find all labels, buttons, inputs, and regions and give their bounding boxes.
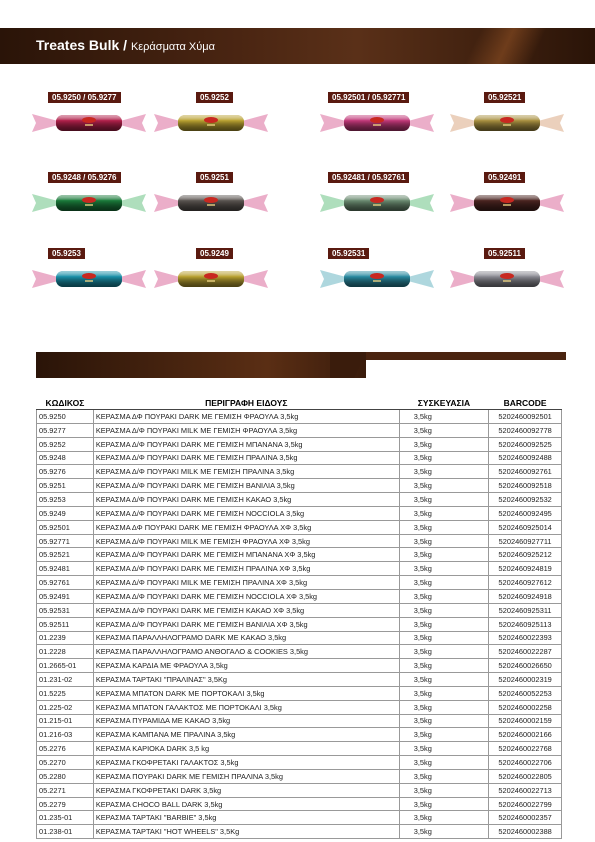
cell-barcode: 5202460052253	[489, 686, 562, 700]
cell-code: 05.92491	[37, 589, 94, 603]
cell-barcode: 5202460092501	[489, 410, 562, 424]
cell-code: 05.92501	[37, 520, 94, 534]
table-row	[37, 520, 562, 534]
product-code-tag: 05.92511	[484, 248, 525, 259]
cell-code: 01.235-01	[37, 811, 94, 825]
cell-description: ΚΕΡΑΣΜΑ ΔΦ ΠΟΥΡΑΚΙ DARK ΜΕ ΓΕΜΙΣΗ ΦΡΑΟΥΛΑ ΧΦ 3,5kg	[93, 520, 399, 534]
table-row	[37, 410, 562, 424]
product-code-tag: 05.92501 / 05.92771	[328, 92, 409, 103]
cell-description: ΚΕΡΑΣΜΑ ΓΚΟΦΡΕΤΑΚΙ ΓΑΛΑΚΤΟΣ 3,5kg	[93, 756, 399, 770]
table-row	[37, 686, 562, 700]
product-code-tag: 05.92531	[328, 248, 369, 259]
cell-description: ΚΕΡΑΣΜΑ Δ/Φ ΠΟΥΡΑΚΙ DARK ΜΕ ΓΕΜΙΣΗ ΜΠΑΝΑΝΑ ΧΦ 3,5kg	[93, 548, 399, 562]
cell-code: 05.9248	[37, 451, 94, 465]
cell-barcode: 5202460925014	[489, 520, 562, 534]
cell-barcode: 5202460022713	[489, 783, 562, 797]
cell-package: 3,5kg	[399, 603, 488, 617]
section-divider	[36, 352, 366, 378]
col-header-description: ΠΕΡΙΓΡΑΦΗ ΕΙΔΟΥΣ	[93, 397, 399, 410]
cell-code: 05.92771	[37, 534, 94, 548]
product-code-tag: 05.9252	[196, 92, 233, 103]
cell-package: 3,5kg	[399, 534, 488, 548]
cell-barcode: 5202460924918	[489, 589, 562, 603]
cell-description: ΚΕΡΑΣΜΑ Δ/Φ ΠΟΥΡΑΚΙ DARK ΜΕ ΓΕΜΙΣΗ ΒΑΝΙΛΙΑ 3,5kg	[93, 479, 399, 493]
cell-code: 05.2280	[37, 769, 94, 783]
cell-barcode: 5202460092778	[489, 423, 562, 437]
cell-package: 3,5kg	[399, 631, 488, 645]
cell-description: ΚΕΡΑΣΜΑ Δ/Φ ΠΟΥΡΑΚΙ DARK ΜΕ ΓΕΜΙΣΗ ΜΠΑΝΑΝΑ 3,5kg	[93, 437, 399, 451]
cell-description: ΚΕΡΑΣΜΑ Δ/Φ ΠΟΥΡΑΚΙ MILK ΜΕ ΓΕΜΙΣΗ ΦΡΑΟΥΛΑ ΧΦ 3,5kg	[93, 534, 399, 548]
cell-package: 3,5kg	[399, 811, 488, 825]
cell-code: 05.9252	[37, 437, 94, 451]
cell-barcode: 5202460925311	[489, 603, 562, 617]
cell-package: 3,5kg	[399, 659, 488, 673]
cell-package: 3,5kg	[399, 493, 488, 507]
candy-image	[30, 108, 148, 138]
cell-description: ΚΕΡΑΣΜΑ Δ/Φ ΠΟΥΡΑΚΙ MILK ΜΕ ΓΕΜΙΣΗ ΦΡΑΟΥΛΑ 3,5kg	[93, 423, 399, 437]
product-code-tag: 05.92521	[484, 92, 525, 103]
cell-description: ΚΕΡΑΣΜΑ ΤΑΡΤΑΚΙ "ΠΡΑΛΙΝΑΣ" 3,5Kg	[93, 673, 399, 687]
cell-description: ΚΕΡΑΣΜΑ ΠΟΥΡΑΚΙ DARK ΜΕ ΓΕΜΙΣΗ ΠΡΑΛΙΝΑ 3,5kg	[93, 769, 399, 783]
cell-description: ΚΕΡΑΣΜΑ ΤΑΡΤΑΚΙ "HOT WHEELS" 3,5Kg	[93, 825, 399, 839]
table-row	[37, 562, 562, 576]
cell-package: 3,5kg	[399, 617, 488, 631]
cell-barcode: 5202460002159	[489, 714, 562, 728]
cell-package: 3,5kg	[399, 548, 488, 562]
product-code-tag: 05.9251	[196, 172, 233, 183]
cell-code: 05.9276	[37, 465, 94, 479]
product-code-tag: 05.92481 / 05.92761	[328, 172, 409, 183]
cell-barcode: 5202460022805	[489, 769, 562, 783]
cell-barcode: 5202460924819	[489, 562, 562, 576]
page-title	[36, 37, 215, 53]
header-stripe	[395, 28, 595, 64]
product-code-tag: 05.9248 / 05.9276	[48, 172, 121, 183]
cell-barcode: 5202460927711	[489, 534, 562, 548]
cell-description: ΚΕΡΑΣΜΑ Δ/Φ ΠΟΥΡΑΚΙ MILK ΜΕ ΓΕΜΙΣΗ ΠΡΑΛΙΝΑ 3,5kg	[93, 465, 399, 479]
cell-code: 01.225-02	[37, 700, 94, 714]
col-header-code: ΚΩΔΙΚΟΣ	[37, 397, 94, 410]
table-row	[37, 811, 562, 825]
table-row	[37, 769, 562, 783]
cell-package: 3,5kg	[399, 520, 488, 534]
cell-code: 05.92761	[37, 576, 94, 590]
cell-package: 3,5kg	[399, 437, 488, 451]
cell-description: ΚΕΡΑΣΜΑ ΚΑΡΙΟΚΑ DARK 3,5 kg	[93, 742, 399, 756]
cell-package: 3,5kg	[399, 423, 488, 437]
cell-package: 3,5kg	[399, 686, 488, 700]
cell-description: ΚΕΡΑΣΜΑ Δ/Φ ΠΟΥΡΑΚΙ DARK ΜΕ ΓΕΜΙΣΗ ΠΡΑΛΙΝΑ ΧΦ 3,5kg	[93, 562, 399, 576]
cell-package: 3,5kg	[399, 506, 488, 520]
table-row	[37, 728, 562, 742]
table-row	[37, 589, 562, 603]
cell-barcode: 5202460002258	[489, 700, 562, 714]
cell-package: 3,5kg	[399, 465, 488, 479]
table-row	[37, 548, 562, 562]
cell-code: 05.2279	[37, 797, 94, 811]
table-row	[37, 437, 562, 451]
candy-image	[152, 108, 270, 138]
cell-barcode: 5202460092761	[489, 465, 562, 479]
table-row	[37, 465, 562, 479]
table-row	[37, 783, 562, 797]
table-row	[37, 603, 562, 617]
cell-description: ΚΕΡΑΣΜΑ ΜΠΑΤΟΝ ΓΑΛΑΚΤΟΣ ΜΕ ΠΟΡΤΟΚΑΛΙ 3,5kg	[93, 700, 399, 714]
cell-code: 05.2276	[37, 742, 94, 756]
cell-package: 3,5kg	[399, 728, 488, 742]
cell-description: ΚΕΡΑΣΜΑ ΓΚΟΦΡΕΤΑΚΙ DARK 3,5kg	[93, 783, 399, 797]
cell-code: 05.92511	[37, 617, 94, 631]
cell-description: ΚΕΡΑΣΜΑ ΔΦ ΠΟΥΡΑΚΙ DARK ΜΕ ΓΕΜΙΣΗ ΦΡΑΟΥΛΑ 3,5kg	[93, 410, 399, 424]
cell-barcode: 5202460092518	[489, 479, 562, 493]
cell-package: 3,5kg	[399, 410, 488, 424]
cell-code: 01.231-02	[37, 673, 94, 687]
table-row	[37, 493, 562, 507]
table-row	[37, 631, 562, 645]
table-row	[37, 825, 562, 839]
cell-barcode: 5202460002166	[489, 728, 562, 742]
cell-barcode: 5202460092525	[489, 437, 562, 451]
product-code-tag: 05.9250 / 05.9277	[48, 92, 121, 103]
cell-code: 05.9250	[37, 410, 94, 424]
table-row	[37, 797, 562, 811]
cell-description: ΚΕΡΑΣΜΑ ΜΠΑΤΟΝ DARK ΜΕ ΠΟΡΤΟΚΑΛΙ 3,5kg	[93, 686, 399, 700]
cell-barcode: 5202460022799	[489, 797, 562, 811]
cell-code: 05.2271	[37, 783, 94, 797]
cell-package: 3,5kg	[399, 451, 488, 465]
candy-image	[448, 264, 566, 294]
cell-package: 3,5kg	[399, 673, 488, 687]
cell-barcode: 5202460925113	[489, 617, 562, 631]
table-row	[37, 576, 562, 590]
cell-barcode: 5202460002319	[489, 673, 562, 687]
cell-barcode: 5202460022287	[489, 645, 562, 659]
table-row	[37, 423, 562, 437]
candy-image	[30, 264, 148, 294]
cell-barcode: 5202460022706	[489, 756, 562, 770]
cell-description: ΚΕΡΑΣΜΑ Δ/Φ ΠΟΥΡΑΚΙ DARK ΜΕ ΓΕΜΙΣΗ ΒΑΝΙΛΙΑ ΧΦ 3,5kg	[93, 617, 399, 631]
cell-description: ΚΕΡΑΣΜΑ ΠΑΡΑΛΛΗΛΟΓΡΑΜΟ DARK ΜΕ ΚΑΚΑΟ 3,5kg	[93, 631, 399, 645]
cell-description: ΚΕΡΑΣΜΑ CHOCO BALL DARK 3,5kg	[93, 797, 399, 811]
table-row	[37, 714, 562, 728]
cell-code: 05.9251	[37, 479, 94, 493]
cell-code: 01.5225	[37, 686, 94, 700]
title-main: Treates Bulk	[36, 37, 120, 53]
table-row	[37, 451, 562, 465]
title-subtitle: Κεράσματα Χύμα	[130, 41, 215, 53]
cell-code: 05.92531	[37, 603, 94, 617]
candy-image	[318, 264, 436, 294]
cell-description: ΚΕΡΑΣΜΑ ΚΑΡΔΙΑ ΜΕ ΦΡΑΟΥΛΑ 3,5kg	[93, 659, 399, 673]
product-table	[36, 397, 562, 839]
cell-code: 05.9253	[37, 493, 94, 507]
table-row	[37, 645, 562, 659]
table-row	[37, 756, 562, 770]
cell-description: ΚΕΡΑΣΜΑ Δ/Φ ΠΟΥΡΑΚΙ DARK ΜΕ ΓΕΜΙΣΗ NOCCIOLA 3,5kg	[93, 506, 399, 520]
table-row	[37, 742, 562, 756]
product-code-tag: 05.9253	[48, 248, 85, 259]
cell-code: 01.2665-01	[37, 659, 94, 673]
cell-code: 05.92521	[37, 548, 94, 562]
table-row	[37, 506, 562, 520]
cell-package: 3,5kg	[399, 479, 488, 493]
cell-barcode: 5202460092532	[489, 493, 562, 507]
section-divider-thin	[366, 352, 566, 360]
cell-package: 3,5kg	[399, 797, 488, 811]
cell-barcode: 5202460026650	[489, 659, 562, 673]
cell-package: 3,5kg	[399, 562, 488, 576]
cell-code: 01.2228	[37, 645, 94, 659]
table-row	[37, 479, 562, 493]
col-header-package: ΣΥΣΚΕΥΑΣΙΑ	[399, 397, 488, 410]
cell-barcode: 5202460092495	[489, 506, 562, 520]
cell-code: 01.238-01	[37, 825, 94, 839]
cell-code: 01.215-01	[37, 714, 94, 728]
table-header-row	[37, 397, 562, 410]
candy-image	[448, 188, 566, 218]
cell-description: ΚΕΡΑΣΜΑ Δ/Φ ΠΟΥΡΑΚΙ DARK ΜΕ ΓΕΜΙΣΗ ΚΑΚΑΟ 3,5kg	[93, 493, 399, 507]
candy-image	[318, 188, 436, 218]
cell-description: ΚΕΡΑΣΜΑ ΚΑΜΠΑΝΑ ΜΕ ΠΡΑΛΙΝΑ 3,5kg	[93, 728, 399, 742]
table-row	[37, 700, 562, 714]
table-row	[37, 659, 562, 673]
cell-package: 3,5kg	[399, 783, 488, 797]
cell-description: ΚΕΡΑΣΜΑ ΠΑΡΑΛΛΗΛΟΓΡΑΜΟ ΑΝΘΟΓΑΛΟ & COOKIES 3,5kg	[93, 645, 399, 659]
cell-package: 3,5kg	[399, 825, 488, 839]
cell-description: ΚΕΡΑΣΜΑ Δ/Φ ΠΟΥΡΑΚΙ DARK ΜΕ ΓΕΜΙΣΗ NOCCIOLA ΧΦ 3,5kg	[93, 589, 399, 603]
cell-package: 3,5kg	[399, 576, 488, 590]
cell-package: 3,5kg	[399, 714, 488, 728]
table-row	[37, 534, 562, 548]
cell-code: 05.9249	[37, 506, 94, 520]
table-row	[37, 617, 562, 631]
cell-package: 3,5kg	[399, 589, 488, 603]
candy-image	[448, 108, 566, 138]
cell-barcode: 5202460927612	[489, 576, 562, 590]
cell-barcode: 5202460022768	[489, 742, 562, 756]
candy-image	[152, 264, 270, 294]
cell-code: 05.9277	[37, 423, 94, 437]
cell-description: ΚΕΡΑΣΜΑ Δ/Φ ΠΟΥΡΑΚΙ DARK ΜΕ ΓΕΜΙΣΗ ΚΑΚΑΟ ΧΦ 3,5kg	[93, 603, 399, 617]
col-header-barcode: BARCODE	[489, 397, 562, 410]
cell-description: ΚΕΡΑΣΜΑ Δ/Φ ΠΟΥΡΑΚΙ MILK ΜΕ ΓΕΜΙΣΗ ΠΡΑΛΙΝΑ ΧΦ 3,5kg	[93, 576, 399, 590]
cell-barcode: 5202460002357	[489, 811, 562, 825]
candy-image	[30, 188, 148, 218]
cell-barcode: 5202460022393	[489, 631, 562, 645]
cell-barcode: 5202460092488	[489, 451, 562, 465]
candy-image	[152, 188, 270, 218]
cell-code: 05.2270	[37, 756, 94, 770]
table-row	[37, 673, 562, 687]
cell-code: 01.2239	[37, 631, 94, 645]
cell-description: ΚΕΡΑΣΜΑ ΠΥΡΑΜΙΔΑ ΜΕ ΚΑΚΑΟ 3,5kg	[93, 714, 399, 728]
cell-package: 3,5kg	[399, 769, 488, 783]
cell-package: 3,5kg	[399, 700, 488, 714]
cell-code: 05.92481	[37, 562, 94, 576]
cell-package: 3,5kg	[399, 756, 488, 770]
cell-package: 3,5kg	[399, 645, 488, 659]
cell-code: 01.216-03	[37, 728, 94, 742]
product-code-tag: 05.9249	[196, 248, 233, 259]
cell-barcode: 5202460925212	[489, 548, 562, 562]
candy-image	[318, 108, 436, 138]
cell-barcode: 5202460002388	[489, 825, 562, 839]
title-separator: /	[119, 37, 131, 53]
table-body	[37, 410, 562, 839]
cell-description: ΚΕΡΑΣΜΑ ΤΑΡΤΑΚΙ "BARBIE" 3,5kg	[93, 811, 399, 825]
cell-package: 3,5kg	[399, 742, 488, 756]
cell-description: ΚΕΡΑΣΜΑ Δ/Φ ΠΟΥΡΑΚΙ DARK ΜΕ ΓΕΜΙΣΗ ΠΡΑΛΙΝΑ 3,5kg	[93, 451, 399, 465]
product-code-tag: 05.92491	[484, 172, 525, 183]
